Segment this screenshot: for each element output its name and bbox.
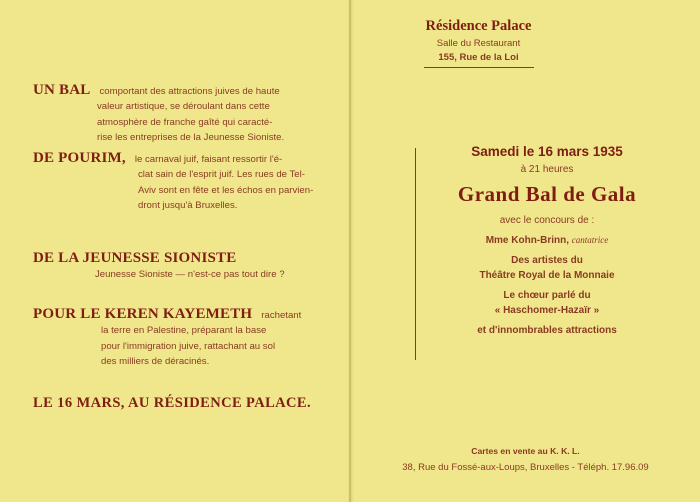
text-line: dront jusqu'à Bruxelles.: [138, 200, 238, 212]
text-line: Jeunesse Sioniste — n'est-ce pas tout dire ?: [95, 269, 285, 280]
performer-role: cantatrice: [571, 235, 609, 245]
tickets-block: [351, 446, 700, 473]
item-un-bal: [33, 82, 333, 146]
item-jeunesse-sioniste: [33, 250, 333, 282]
performer-name: Mme Kohn-Brinn,: [485, 235, 570, 246]
tickets-address: 38, Rue du Fossé-aux-Loups, Bruxelles - Téléph. 17.96.09: [402, 462, 649, 473]
right-panel: [351, 0, 700, 502]
heading: LE 16 MARS, AU RÉSIDENCE PALACE.: [33, 395, 311, 411]
event-block: [417, 144, 677, 336]
venue-subtitle: Salle du Restaurant: [436, 38, 521, 49]
venue-address: 155, Rue de la Loi: [438, 52, 519, 63]
choir-line-2: « Haschomer-Hazaïr »: [494, 305, 600, 316]
text-line: rachetant: [261, 310, 302, 321]
choir-line-1: Le chœur parlé du: [503, 290, 591, 301]
text-line: la terre en Palestine, préparant la base: [101, 325, 267, 337]
side-rule: [415, 148, 416, 360]
event-date: Samedi le 16 mars 1935: [471, 144, 623, 159]
venue-block: [351, 18, 606, 68]
left-panel: [0, 0, 349, 502]
item-16-mars: [33, 395, 333, 412]
text-line: valeur artistique, se déroulant dans cette: [97, 101, 270, 113]
divider: [424, 67, 534, 68]
artists-line-1: Des artistes du: [511, 255, 583, 266]
text-line: Aviv sont en fête et les échos en parvien-: [138, 184, 314, 196]
performer-line: [417, 235, 677, 246]
text-line: clat sain de l'esprit juif. Les rues de Tel-: [138, 169, 305, 181]
text-line: comportant des attractions juives de haute: [99, 86, 280, 97]
text-line: le carnaval juif, faisant ressortir l'é-: [134, 154, 283, 165]
tickets-title: Cartes en vente au K. K. L.: [471, 446, 580, 456]
venue-title: Résidence Palace: [425, 18, 532, 34]
artists-line-2: Théâtre Royal de la Monnaie: [479, 270, 615, 281]
text-line: rise les entreprises de la Jeunesse Sioniste.: [97, 132, 285, 144]
attractions-line: et d'innombrables attractions: [477, 325, 617, 336]
event-title: Grand Bal de Gala: [457, 182, 637, 206]
heading: POUR LE KEREN KAYEMETH: [33, 306, 253, 322]
text-line: pour l'immigration juive, rattachant au sol: [101, 340, 276, 352]
text-line: des milliers de déracinés.: [101, 356, 210, 368]
heading: DE LA JEUNESSE SIONISTE: [33, 250, 237, 266]
item-pourim: [33, 150, 333, 214]
heading: UN BAL: [33, 82, 91, 98]
event-time: à 21 heures: [520, 164, 574, 175]
concours-line: avec le concours de :: [499, 215, 595, 226]
item-keren-kayemeth: [33, 306, 333, 370]
text-line: atmosphère de franche gaîté qui caracté-: [97, 116, 273, 128]
heading: DE POURIM,: [33, 150, 126, 166]
